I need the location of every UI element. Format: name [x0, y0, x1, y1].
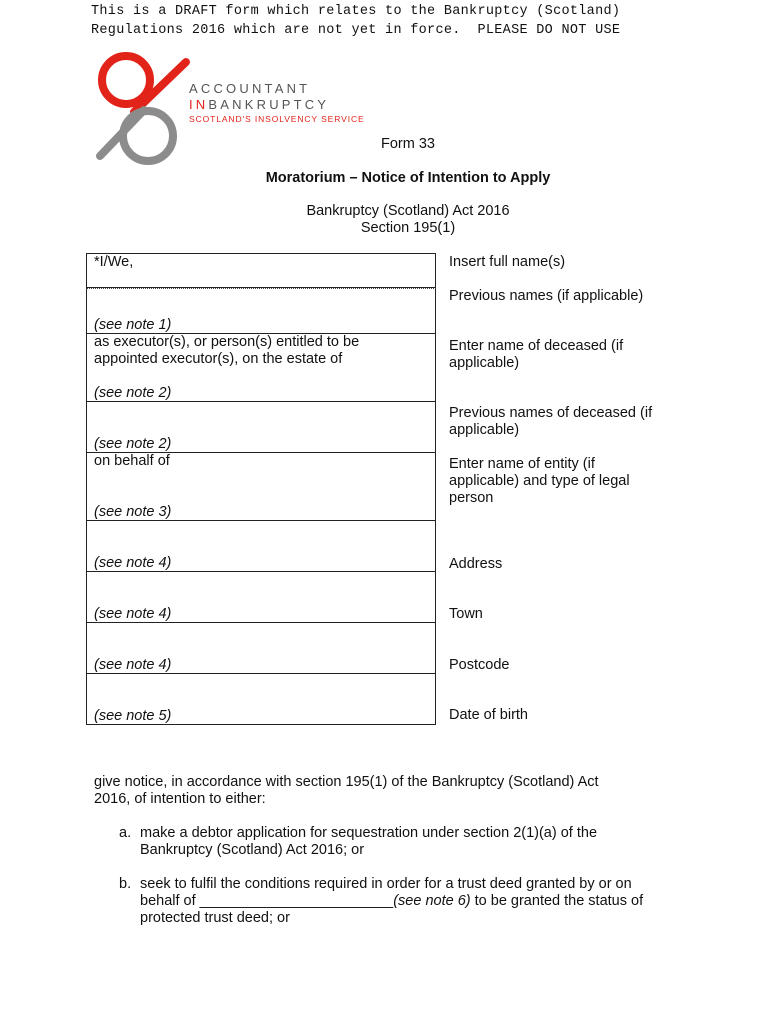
item-a-marker: a. — [119, 825, 132, 841]
form-number: Form 33 — [381, 136, 435, 152]
note-1: (see note 1) — [94, 317, 172, 333]
previous-names-label: Previous names (if applicable) — [449, 288, 644, 304]
full-name-label: Insert full name(s) — [449, 254, 566, 270]
act-name: Bankruptcy (Scotland) Act 2016 — [306, 203, 510, 219]
town-label: Town — [449, 606, 483, 622]
entity-label-2: applicable) and type of legal — [449, 473, 630, 489]
postcode-label: Postcode — [449, 657, 510, 673]
note-6: (see note 6) — [393, 893, 471, 909]
item-b-status-text: to be granted the status of — [470, 893, 644, 909]
date-of-birth-label: Date of birth — [449, 707, 528, 723]
box-full-name[interactable] — [86, 253, 436, 288]
note-2-a: (see note 2) — [94, 385, 172, 401]
on-behalf-of-label: on behalf of — [94, 453, 170, 469]
deceased-name-label-1: Enter name of deceased (if — [449, 338, 624, 354]
notice-text-1: give notice, in accordance with section 195(1) of the Bankruptcy (Scotland) Act — [94, 774, 599, 790]
deceased-name-label-2: applicable) — [449, 355, 520, 371]
entity-label-3: person — [449, 490, 494, 506]
note-4-postcode: (see note 4) — [94, 657, 172, 673]
note-3: (see note 3) — [94, 504, 172, 520]
draft-notice-line-2: Regulations 2016 which are not yet in force. PLEASE DO NOT USE — [91, 23, 621, 38]
notice-text-2: 2016, of intention to either: — [94, 791, 266, 807]
logo-red-ring — [102, 56, 150, 104]
entity-label-1: Enter name of entity (if — [449, 456, 595, 472]
aib-logo-mark — [96, 52, 196, 170]
draft-notice-line-1: This is a DRAFT form which relates to the Bankruptcy (Scotland) — [91, 4, 621, 19]
deceased-previous-label-2: applicable) — [449, 422, 520, 438]
item-b-marker: b. — [119, 876, 132, 892]
logo-text-in: IN — [189, 97, 209, 112]
aib-logo — [96, 52, 386, 170]
note-5: (see note 5) — [94, 708, 172, 724]
item-b-behalf-of: behalf of — [140, 893, 196, 909]
logo-text-bankruptcy: BANKRUPTCY — [208, 97, 330, 112]
executor-text-2: appointed executor(s), on the estate of — [94, 351, 343, 367]
act-section: Section 195(1) — [360, 220, 456, 236]
item-b-text-1: seek to fulfil the conditions required in order for a trust deed granted by or on — [140, 876, 632, 892]
deceased-previous-label-1: Previous names of deceased (if — [449, 405, 653, 421]
logo-text-inbankruptcy — [189, 97, 329, 112]
address-label: Address — [449, 556, 503, 572]
form-title: Moratorium – Notice of Intention to Apply — [265, 170, 551, 186]
i-we-label: *I/We, — [94, 254, 134, 270]
logo-tagline: SCOTLAND'S INSOLVENCY SERVICE — [189, 114, 365, 124]
note-4-town: (see note 4) — [94, 606, 172, 622]
trust-deed-blank-field[interactable]: ________________________ — [199, 893, 394, 909]
item-b-text-3: protected trust deed; or — [140, 910, 290, 926]
executor-text-1: as executor(s), or person(s) entitled to be — [94, 334, 360, 350]
logo-text-accountant: ACCOUNTANT — [189, 81, 311, 96]
item-a-text-1: make a debtor application for sequestration under section 2(1)(a) of the — [140, 825, 598, 841]
item-b-text-2 — [140, 893, 643, 910]
note-2-b: (see note 2) — [94, 436, 172, 452]
item-a-text-2: Bankruptcy (Scotland) Act 2016; or — [140, 842, 365, 858]
note-4-address: (see note 4) — [94, 555, 172, 571]
logo-red-bar — [134, 62, 186, 112]
